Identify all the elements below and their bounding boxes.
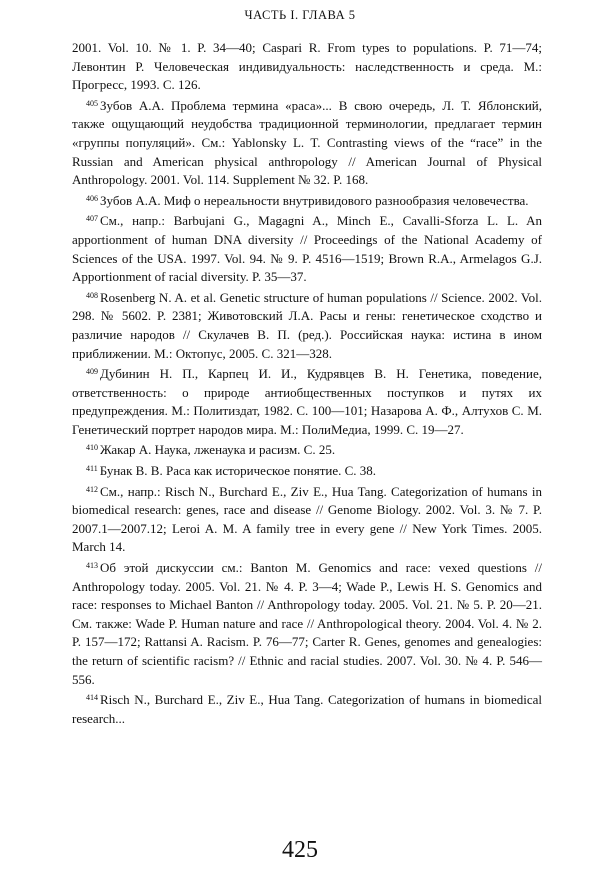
- endnote: [72, 689, 542, 728]
- endnote-number: 409: [86, 367, 98, 377]
- endnote: [72, 190, 542, 211]
- running-header: ЧАСТЬ I. ГЛАВА 5: [244, 8, 356, 22]
- endnote-text: Об этой дискуссии см.: Banton M. Genomics and race: vexed questions // Anthropology today. 2005. Vol. 21. № 4. P. 3—4; Wade P., Lewis H. S. Genomics and race: responses to Michael Banton // Anthropology today. 2005. Vol. 21. № 5. P. 20—21. См. также: Wade P. Human nature and race // Anthropological theory. 2004. Vol. 4. № 2. P. 157—172; Rattansi A. Racism. P. 76—77; Carter R. Genes, genomes and genealogies: the return of scientific racism? // Ethnic and racial studies. 2007. Vol. 30. № 4. P. 546—556.: [72, 560, 542, 687]
- endnote-text: См., напр.: Barbujani G., Magagni A., Minch E., Cavalli-Sforza L. L. An apportionment of human DNA diversity // Proceedings of the National Academy of Sciences of the USA. 1997. Vol. 94. № 9. P. 4516—1519; Brown R.A., Armelagos G.J. Apportionment of racial diversity. P. 35—37.: [72, 213, 542, 285]
- endnote-number: 413: [86, 561, 98, 571]
- endnote-text: Дубинин Н. П., Карпец И. И., Кудрявцев В. Н. Генетика, поведение, ответственность: о природе антиобщественных поступков и путях их предупреждения. М.: Политиздат, 1982. С. 100—101; Назарова А. Ф., Алтухов С. М. Генетический портрет народов мира. М.: ПолиМедиа, 1999. С. 19—27.: [72, 366, 542, 437]
- endnotes-list: [72, 39, 542, 728]
- endnote: [72, 439, 542, 460]
- endnote-number: 414: [86, 693, 98, 703]
- endnote-text: См., напр.: Risch N., Burchard E., Ziv E., Hua Tang. Categorization of humans in biomedical research: genes, race and disease // Genome Biology. 2002. Vol. 3. № 7. P. 2007.1—2007.12; Leroi A. M. A family tree in every gene // New York Times. 2005. March 14.: [72, 483, 542, 555]
- endnote: [72, 95, 542, 190]
- endnote: [72, 557, 542, 689]
- endnote-continuation: [72, 39, 542, 95]
- page-number: 425: [282, 837, 318, 863]
- endnote-number: 405: [86, 98, 98, 108]
- endnote-text: Бунак В. В. Раса как историческое понятие. С. 38.: [99, 463, 377, 479]
- endnote-text: Risch N., Burchard E., Ziv E., Hua Tang. Categorization of humans in biomedical research...: [72, 692, 542, 726]
- endnote: [72, 481, 542, 557]
- endnote-number: 408: [86, 290, 98, 300]
- endnote-number: 411: [86, 464, 98, 474]
- endnote: [72, 287, 542, 363]
- endnote-number: 412: [86, 484, 98, 494]
- endnote-text: Жакар А. Наука, лженаука и расизм. С. 25.: [100, 442, 336, 458]
- endnote-number: 406: [86, 193, 98, 203]
- endnote-text: Зубов А.А. Миф о нереальности внутривидового разнообразия человечества.: [100, 192, 529, 208]
- endnote-text: 2001. Vol. 10. № 1. P. 34—40; Caspari R. From types to populations. P. 71—74; Левонтин Р. Человеческая индивидуальность: наследственность и среда. М.: Прогресс, 1993. С. 126.: [72, 40, 542, 93]
- endnote-number: 407: [86, 214, 98, 224]
- endnote: [72, 460, 542, 481]
- endnote: [72, 363, 542, 439]
- endnote-number: 410: [86, 443, 98, 453]
- endnote: [72, 210, 542, 286]
- endnote-text: Зубов А.А. Проблема термина «раса»... В свою очередь, Л. Т. Яблонский, также ощущающий неудобства традиционной терминологии, предлагает термин «группы популяций». См.: Yablonsky L. T. Contrasting views of the “race” in the Russian and American physical anthropology // American Journal of Physical Anthropology. 2001. Vol. 114. Supplement № 32. P. 168.: [72, 97, 542, 188]
- endnote-text: Rosenberg N. A. et al. Genetic structure of human populations // Science. 2002. Vol. 298. № 5602. P. 2381; Животовский Л.А. Расы и гены: генетическое сходство и различие народов // Скулачев В. П. (ред.). Российская наука: истина в ином приближении. М.: Октопус, 2005. С. 321—328.: [72, 289, 542, 361]
